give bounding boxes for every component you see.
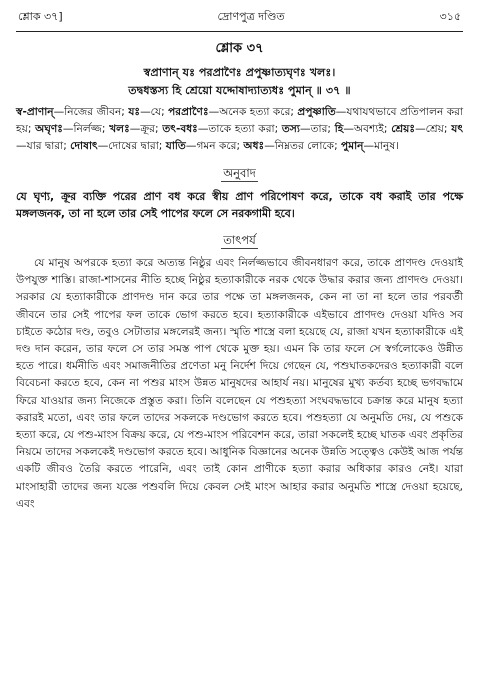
synonym-meaning: ক্রূর <box>140 123 155 135</box>
translation-title: অনুবাদ <box>223 166 256 180</box>
sanskrit-verse <box>16 64 463 100</box>
sanskrit-line-2: তদ্বধস্তস্য হি শ্রেয়ো যদ্দোষাদ্যাত্যধঃ পুমান্ ॥ ৩৭ ॥ <box>128 84 351 97</box>
purport-text: যে মানুষ অপরকে হত্যা করে অত্যন্ত নিষ্ঠুর এবং নির্লজ্জভাবে জীবনধারণ করে, তাকে প্রাণদণ্ড দেওয়াই উপযুক্ত শাস্তি। রাজা-শাসনের নীতি হচ্ছে নিষ্ঠুর হত্যাকারীকে নরক থেকে উদ্ধার করার জন্য প্রাণদণ্ড দেওয়া। সরকার যে হত্যাকারীকে প্রাণদণ্ড দান করে তার পক্ষে তা মঙ্গলজনক, কেন না তা না হলে তার পরবর্তী জীবনে তার সেই পাপের ফল তাকে ভোগ করতে হবে। হত্যাকারীকে এইভাবে প্রাণদণ্ড দেওয়া যদিও সব চাইতে কঠোর দণ্ড, তবুও সেটাতার মঙ্গলেরই জন্য। স্মৃতি শাস্ত্রে বলা হয়েছে যে, রাজা যখন হত্যাকারীকে এই দণ্ড দান করেন, তার ফলে সে তার সমস্ত পাপ থেকে মুক্ত হয়। এমন কি তার ফলে সে স্বর্গলোকেও উন্নীত হতে পারে। ধর্মনীতি এবং সমাজনীতির প্রণেতা মনু নির্দেশ দিয়ে গেছেন যে, পশুঘাতকদেরও হত্যাকারী বলে বিবেচনা করতে হবে, কেন না পশুর মাংস উন্নত মানুষদের আহার্য নয়। মানুষের মুখ্য কর্তব্য হচ্ছে ভগবদ্ধামে ফিরে যাওয়ার জন্য নিজেকে প্রস্তুত করা। তিনি বলেছেন যে পশুহত্যা সংঘবদ্ধভাবে চক্রান্ত করে মানুষ হত্যা করারই মতো, এবং তার ফলে তাদের সকলকে দণ্ডভোগ করতে হবে। পশুহত্যা যে অনুমতি দেয়, যে পশুকে হত্যা করে, যে পশু-মাংস বিক্রয় করে, যে পশু-মাংস পরিবেশন করে, তারা সকলেই হচ্ছে ঘাতক এবং প্রকৃতির নিয়মে তাদের সকলকেই দণ্ডভোগ করতে হবে। আধুনিক বিজ্ঞানের অনেক উন্নতি সত্ত্বেও কেউই আজ পর্যন্ত একটি জীবও তৈরি করতে পারেনি, এবং তাই কোন প্রাণীকে হত্যা করার অধিকার কারও নেই। যারা মাংসাহারী তাদের জন্য যজ্ঞে পশুবলি দিয়ে কেবল সেই মাংস আহার করার অনুমতি শাস্ত্রে দেওয়া হয়েছে, এবং <box>16 257 463 510</box>
synonym-term: অধঃ <box>243 140 265 152</box>
synonym-meaning: গমন করে <box>196 140 237 152</box>
synonym-term: অঘৃণঃ <box>35 123 63 135</box>
synonym-term: দোষাৎ <box>70 140 98 152</box>
synonym-meaning: শ্রেয় <box>425 123 444 135</box>
synonym-meaning: নিম্নতর লোকে <box>274 140 335 152</box>
synonym-meaning: যথাযথভাবে প্রতিপালন করা হয় <box>16 106 464 135</box>
synonym-meaning: নিজের জীবন <box>64 106 122 118</box>
verse-reference: শ্লোক ৩৭] <box>18 10 63 23</box>
synonym-meaning: তাকে হত্যা করা <box>208 123 275 135</box>
purport-title: তাৎপর্য <box>223 233 256 247</box>
synonym-term: যাতি <box>165 140 186 152</box>
synonym-meaning: নির্লজ্জ <box>73 123 102 135</box>
synonym-term: হি <box>334 123 344 135</box>
word-synonyms: স্ব-প্রাণান্—নিজের জীবন; যঃ—যে; পরপ্রাণৈঃ—অনেক হত্যা করে; প্রপুষ্ণাতি—যথাযথভাবে প্রতিপালন করা হয়; অঘৃণঃ—নির্লজ্জ; খলঃ—ক্রূর; তৎ-বধঃ—তাকে হত্যা করা; তস্য—তার; হি—অবশ্যই; শ্রেয়ঃ—শ্রেয়; যৎ—যার দ্বারা; দোষাৎ—দোষের দ্বারা; যাতি—গমন করে; অধঃ—নিম্নতর লোকে; পুমান্—মানুষ। <box>16 106 464 152</box>
synonym-term: যৎ <box>451 123 464 135</box>
synonym-term: শ্রেয়ঃ <box>391 123 416 135</box>
synonym-meaning: মানুষ <box>374 140 396 152</box>
synonym-term: তৎ-বধঃ <box>162 123 198 135</box>
synonym-term: প্রপুষ্ণাতি <box>297 106 336 118</box>
sanskrit-line-1: স্বপ্রাণান্ যঃ পরপ্রাণৈঃ প্রপুষ্ণাত্যঘৃণঃ খলঃ। <box>143 66 336 79</box>
synonym-term: তস্য <box>281 123 300 135</box>
chapter-title: দ্রোণপুত্র দণ্ডিত <box>217 10 285 23</box>
synonym-term: পরপ্রাণৈঃ <box>168 106 209 118</box>
synonym-term: যঃ <box>128 106 141 118</box>
synonym-term: পুমান্ <box>341 140 364 152</box>
synonym-meaning: দোষের দ্বারা <box>108 140 159 152</box>
synonym-meaning: অনেক হত্যা করে <box>219 106 291 118</box>
synonym-term: খলঃ <box>109 123 130 135</box>
page-number: ৩১৫ <box>439 10 461 23</box>
running-head <box>16 8 463 32</box>
translation-text: যে ঘৃণ্য, ক্রূর ব্যক্তি পরের প্রাণ বধ করে স্বীয় প্রাণ পরিপোষণ করে, তাকে বধ করাই তার পক্ষে মঙ্গলজনক, তা না হলে তার সেই পাপের ফলে সে নরকগামী হবে। <box>16 190 463 220</box>
synonym-term: স্ব-প্রাণান্ <box>16 106 54 118</box>
verse-heading: শ্লোক ৩৭ <box>215 41 264 56</box>
synonym-meaning: তার <box>310 123 328 135</box>
synonym-meaning: অবশ্যই <box>353 123 384 135</box>
synonym-meaning: যে <box>150 106 162 118</box>
synonym-meaning: যার দ্বারা <box>26 140 64 152</box>
